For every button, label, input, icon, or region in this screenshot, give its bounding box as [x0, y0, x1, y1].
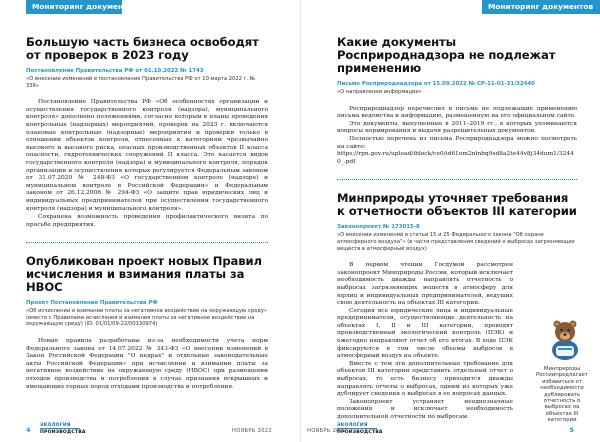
article-rpn-documents	[337, 36, 577, 166]
paragraph: Полностью перечень из письма Росприроднадзора можно посмотреть на сайте:	[337, 135, 577, 150]
article-reference: Проект Постановления Правительства РФ	[26, 300, 158, 307]
paragraph: Законопроект устраняет неоднозначные положения и исключает необходимость дополнительной отчетности по выбросам.	[337, 398, 513, 420]
paragraph: Постановление Правительства РФ «Об особенностях организации и осуществления государственного контроля (надзора), муниципального контроля» дополнено положениями, согласно которым в планы проведения контрольных (надзорных) мероприятий, проверок на 2023 г. включаются плановые контрольные (надзорные) мероприятия и проверки только в отношении объектов контроля, отнесенных к категориям чрезвычайно высокого и высокого риска, опасных производственных объектов II класса опасности, гидротехнических сооружений II класса. Это касается видов государственного контроля (надзора) и муниципального контроля, порядок организации и осуществления которых регулируется Федеральным законом от 31.07.2020 № 248-ФЗ «О государственном контроле (надзоре) и муниципальном контроле в Российской Федерации» и Федеральным законом от 26.12.2008 № 294-ФЗ «О защите прав юридических лиц и индивидуальных предпринимателей при осуществлении государственного контроля (надзора) и муниципального контроля».	[26, 99, 268, 212]
issue-date: НОЯБРЬ 2022	[307, 428, 347, 434]
article-title: Опубликован проект новых Правил исчисления и взимания платы за НВОС	[26, 254, 262, 295]
article-title: Минприроды уточняет требования к отчетности объектов III категории	[337, 191, 577, 219]
paragraph: Сегодня все юридические лица и индивидуальные предприниматели, осуществляющие деятельность на объектах I, II и III категории, проводят производственный экологический контроль (ПЭК) и ежегодно направляют отчет об его итогах. В ходе ПЭК фиксируются в том числе объемы выбросов в атмосферный воздух на объекте.	[337, 307, 513, 360]
right-column	[337, 36, 577, 422]
paragraph: В первом чтении Госдумой рассмотрен законопроект Минприроды России, который исключает необходимость дважды направлять отчетность о выбросах загрязняющих веществ в атмосферу для юрлиц и индивидуальных предпринимателей, ведущих свою деятельность на объектах III категории.	[337, 262, 513, 307]
article-title: Какие документы Росприроднадзора не подлежат применению	[337, 35, 556, 75]
article-nvos-rules	[26, 255, 268, 391]
magazine-logo: ЭКОЛОГИЯ ПРОИЗВОДСТВА	[40, 423, 86, 435]
mascot-caption: Минприроды Россиипредлагает избавиться от необходимости дублировать отчетность о выбросах на объектах III категории	[536, 366, 588, 424]
bear-mascot-illustration	[548, 316, 582, 360]
page-number: 4	[26, 426, 31, 434]
section-tab-right: Мониторинг документов	[482, 0, 600, 14]
article-divider	[26, 242, 268, 243]
article-subtitle: «О внесении изменений в статьи 15 и 25 Федерального закона "Об охране атмосферного воздуха"» (в части представления сведений о выбросах загрязняющих веществ в атмосферный воздух)	[337, 232, 575, 252]
paragraph: Вместе с тем эти дополнительные требование для объектов III категории представить отдельный отчет о выбросах, то есть бизнесу приходится дважды направлять отчеты о выбросах, одним из которых уже дублирует сведения о выбросах в ее вопросах данных.	[337, 360, 513, 398]
page-footer	[301, 416, 600, 442]
article-inspections	[26, 36, 268, 229]
article-subtitle: «О внесении изменений в постановление Правительства РФ от 10 марта 2022 г. № 336»	[26, 76, 256, 89]
paragraph: Сохранена возможность проведения профилактического визита по просьбе предприятия.	[26, 214, 268, 228]
source-link[interactable]: https://rpn.gov.ru/upload/iblock/ce0/id61om2nlnbq9sd8a2te44v8j34dum1/32440_.pdf	[337, 151, 574, 165]
article-reference: Законопроект № 173015-8	[337, 224, 420, 231]
article-reference: Постановление Правительства РФ от 01.10.2022 № 1743	[26, 68, 204, 74]
article-subtitle: «Об исчислении и взимании платы за негативное воздействие на окружающую среду» (вместе с Правилами исчисления и взимания платы за негативное воздействие на окружающую среду) (ID: 01/01/09-22/00130974)	[26, 308, 268, 328]
article-body	[26, 99, 268, 229]
issue-date: НОЯБРЬ 2022	[232, 428, 272, 434]
article-body	[337, 106, 577, 167]
magazine-logo: ЭКОЛОГИЯ ПРОИЗВОДСТВА	[337, 423, 383, 435]
paragraph: Росприроднадзор перечислил в письме не подлежащие применению письма ведомства и информацию, размещенную на его официальном сайте.	[337, 105, 577, 120]
article-body	[337, 262, 513, 421]
article-title: Большую часть бизнеса освободят от проверок в 2023 году	[26, 35, 259, 62]
paragraph: Это документы, выпущенные в 2011–2019 гг., в которых упоминаются вопросы нормирования и выдачи разрешительных документов.	[337, 120, 577, 135]
section-tab-left: Мониторинг документов	[26, 0, 122, 14]
article-reference: Письмо Росприроднадзора от 15.09.2022 № СР-11-01-31/32440	[337, 81, 535, 87]
article-body	[26, 338, 268, 391]
article-divider	[337, 179, 577, 180]
article-subtitle: «О направлении информации»	[337, 89, 422, 95]
page-footer	[0, 416, 300, 442]
right-page	[300, 0, 600, 442]
page-number: 5	[569, 426, 574, 434]
paragraph: Новые правила разработаны из-за необходимости учета норм Федерального закона от 14.07.2022 № 343-ФЗ «О внесении изменений в Закон Российской Федерации "О недрах" и отдельные законодательные акты Российской Федерации» при исчислении и взимании платы за негативное воздействие на окружающую среду (НВОС) при размещении отходов производства и потребления в случае признания вскрышных и вмещающих горных пород отходами производства и потребления.	[26, 338, 268, 390]
left-column	[26, 36, 268, 391]
